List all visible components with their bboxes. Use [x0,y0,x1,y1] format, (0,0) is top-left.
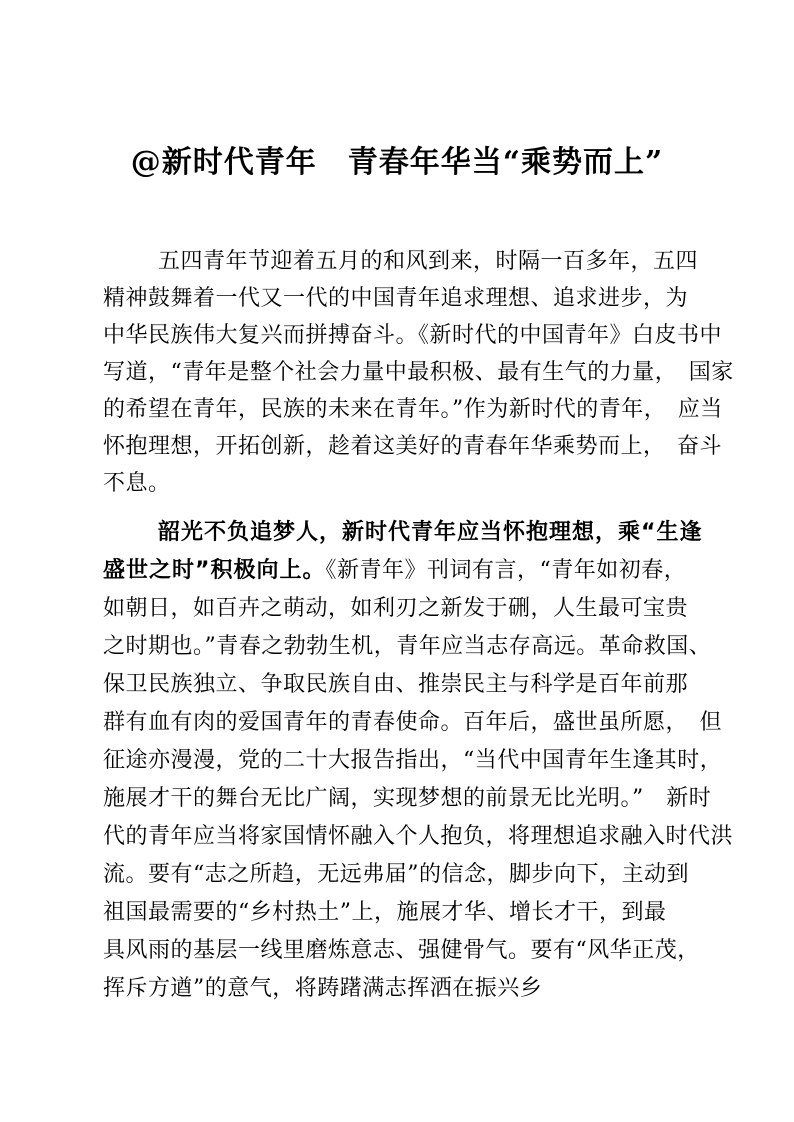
text-line [103,818,734,856]
document-title: @新时代青年 青春年华当“乘势而上” [130,145,664,180]
text-line [103,243,723,280]
body-text: 之时期也。”青春之勃勃生机，青年应当志存高远。革命救国、 [103,634,712,659]
text-line [103,856,723,894]
body-text: 代的青年应当将家国情怀融入个人抱负，将理想追求融入时代洪 [103,824,734,849]
bold-lead-in-text: 盛世之时”积极向上。 [103,558,326,583]
body-text: 祖国最需要的“乡村热土”上，施展才华、增长才干，到最 [103,900,667,925]
body-text: 中华民族伟大复兴而拼搏奋斗。《新时代的中国青年》白皮书中 [103,323,723,348]
body-text: 征途亦漫漫，党的二十大报告指出，“当代中国青年生逢其时， [103,748,723,773]
text-line [103,742,723,780]
text-line [103,552,723,590]
text-line [103,428,723,465]
body-text: 不息。 [103,471,171,496]
body-text: 五四青年节迎着五月的和风到来，时隔一百多年，五四 [158,249,699,274]
body-text: 群有血有肉的爱国青年的青春使命。百年后，盛世虽所愿， 但 [103,710,723,735]
text-line [103,280,723,317]
document-body [103,243,734,1008]
body-text: 精神鼓舞着一代又一代的中国青年追求理想、追求进步，为 [103,286,689,311]
text-line [103,894,723,932]
text-line [103,970,723,1008]
body-text: 怀抱理想，开拓创新，趁着这美好的青春年华乘势而上， 奋斗 [103,434,723,459]
text-line [103,514,723,552]
text-line [103,465,723,502]
body-text: 流。要有“志之所趋，无远弗届”的信念，脚步向下，主动到 [103,862,689,887]
body-text: 写道，“青年是整个社会力量中最积极、最有生气的力量， 国家 [103,360,734,385]
text-line [103,391,723,428]
text-line [103,317,723,354]
body-text: 如朝日，如百卉之萌动，如利刃之新发于硎，人生最可宝贵 [103,596,689,621]
bold-lead-in-text: 韶光不负追梦人，新时代青年应当怀抱理想，乘“生逢 [158,520,703,545]
paragraph-2 [103,514,734,1008]
body-text: 挥斥方遒”的意气，将踌躇满志挥洒在振兴乡 [103,976,543,1001]
body-text: 具风雨的基层一线里磨炼意志、强健骨气。要有“风华正茂， [103,938,700,963]
body-text: 的希望在青年，民族的未来在青年。”作为新时代的青年， 应当 [103,397,723,422]
text-line [103,628,723,666]
text-line [103,780,723,818]
body-text: 保卫民族独立、争取民族自由、推崇民主与科学是百年前那 [103,672,689,697]
text-line [103,932,723,970]
body-text: 施展才干的舞台无比广阔，实现梦想的前景无比光明。” 新时 [103,786,712,811]
paragraph-1 [103,243,734,502]
body-text: 《新青年》刊词有言，“青年如初春， [325,558,687,583]
text-line [103,354,734,391]
text-line [103,590,723,628]
text-line [103,704,723,742]
text-line [103,666,723,704]
